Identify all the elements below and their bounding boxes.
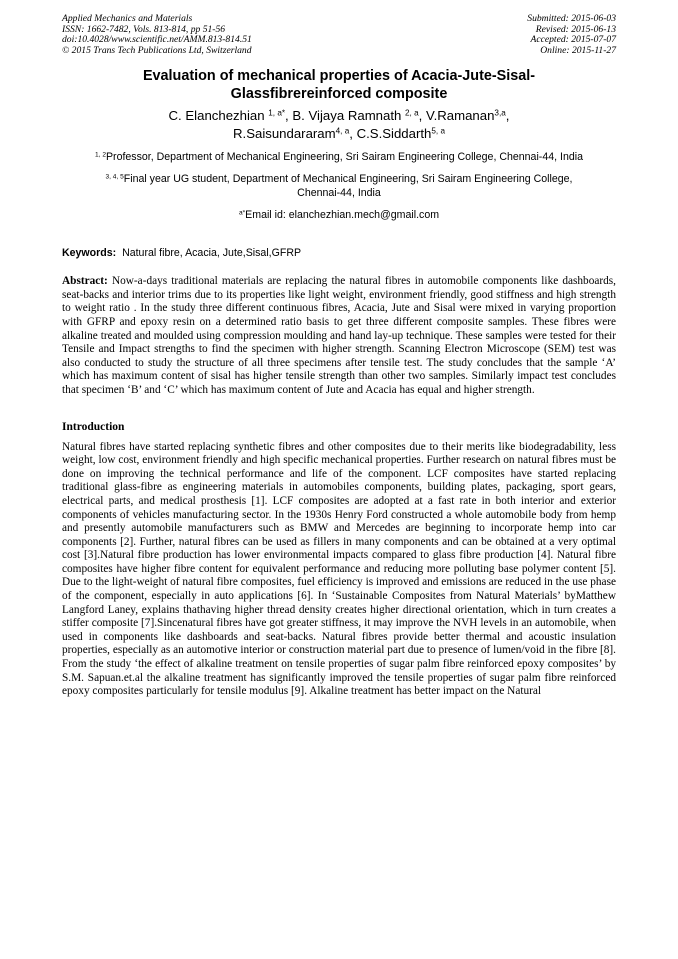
affiliation-1	[62, 150, 616, 164]
email-text[interactable]: Email id: elanchezhian.mech@gmail.com	[245, 208, 440, 221]
date-accepted: Accepted: 2015-07-07	[530, 34, 616, 46]
author-2-affiliation-mark: 2, a	[405, 108, 419, 118]
affiliation-1-text: Professor, Department of Mechanical Engineering, Sri Sairam Engineering College, Chennai-44, India	[105, 151, 583, 164]
author-line-2	[62, 125, 616, 143]
title-line-2: Glassfibrereinforced composite	[230, 86, 448, 103]
affiliation-1-mark: 1, 2	[95, 151, 106, 159]
publication-dates	[527, 14, 616, 56]
author-4: R.Saisundararam	[233, 125, 336, 141]
author-5-affiliation-mark: 5, a	[431, 126, 445, 136]
introduction-text: Natural fibres have started replacing synthetic fibres and other composites due to their merits like biodegradability, less weight, low cost, environment friendly and high specific mechanical properties. Further research on natural fibres must be done on improving the technical performance and life of the component. LCF composites have started replacing traditional glass-fibre as engineering materials in automobiles components, building plates, packaging, sport gears, electrical parts, and medical prosthesis [1]. LCF composites are adopted at a fast rate in both interior and exterior components of vehicles manufacturing sector. In the 1930s Henry Ford constructed a whole automobile body from hemp and presently automobile manufacturers such as BMW and Mercedes are beginning to incorporate hemp into car components [2]. Further, natural fibres can be used as fillers in many components and can be obtained at a very optimal cost [3].Natural fibre production has lower environmental impacts compared to glass fibre production [4]. Natural fibre composites have higher fibre content for equivalent performance and reducing more polluting base polymer content [5]. Due to the light-weight of natural fibre composites, fuel efficiency is improved and emissions are reduced in the use phase of the component, especially in auto applications [6]. In ‘Sustainable Composites from Natural Materials’ byMatthew Langford Laney, explains thathaving higher thread density creates higher directional orientation, which in turn creates a stiffer composite [7].Sincenatural fibres have got greater stiffness, it may improve the NVH levels in an automobile, when used in components like dashboards and seat-backs. Natural fibres provide better thermal and acoustic insulation properties, especially as an automotive interior or construction material part due to presence of lumen/void in the fibre [8]. From the study ‘the effect of alkaline treatment on tensile properties of sugar palm fibre reinforced epoxy composites’ by S.M. Sapuan.et.al the alkaline treatment has significantly improved the tensile properties of sugar palm fibre reinforced epoxy composites particularly for tensile modulus [9]. Alkaline treatment has better impact on the Natural	[62, 440, 616, 698]
email-mark: a*	[238, 209, 246, 217]
author-3: , V.Ramanan	[418, 108, 495, 124]
affiliation-2-mark: 3, 4, 5	[105, 172, 124, 180]
abstract-label: Abstract:	[62, 275, 108, 288]
journal-copyright: © 2015 Trans Tech Publications Ltd, Switzerland	[62, 44, 252, 56]
author-3-affiliation-mark: 3,a	[494, 108, 506, 118]
author-separator: ,	[505, 108, 510, 124]
corresponding-email	[62, 208, 616, 222]
date-revised: Revised: 2015-06-13	[535, 23, 616, 35]
author-4-affiliation-mark: 4, a	[335, 126, 350, 136]
abstract-text: Now-a-days traditional materials are replacing the natural fibres in automobile components like dashboards, seat-backs and interior trims due to its properties like light weight, environment friendly, good stiffness and high strength to weight ratio . In the study three different continuous fibres, Acacia, Jute and Sisal were mixed in varying proportion with GFRP and epoxy resin on a determined ratio basis to get three different composite samples. These fibres were alkaline treated and moulded using compression moulding and hand lay-up technique. These samples were tested for their Tensile and Impact strengths to find the specimen with higher strength. Scanning Electron Microscope (SEM) test was also conducted to study the structure of all three specimens after tensile test. The study concludes that the sample ‘A’ which has maximum content of sisal has higher tensile strength than other two samples. Similarly impact test concludes that specimen ‘B’ and ‘C’ which has maximum content of Jute and Acacia has equal and higher strength.	[62, 275, 617, 396]
journal-header	[62, 14, 616, 56]
affiliation-2-text: Final year UG student, Department of Mechanical Engineering, Sri Sairam Engineering College,	[123, 172, 573, 185]
keywords-text: Natural fibre, Acacia, Jute,Sisal,GFRP	[122, 247, 302, 260]
abstract	[62, 275, 616, 397]
date-submitted: Submitted: 2015-06-03	[527, 13, 616, 24]
affiliation-2-location: Chennai-44, India	[297, 186, 381, 199]
author-line-1	[62, 107, 616, 125]
author-1-affiliation-mark: 1, a*	[268, 108, 286, 118]
date-online: Online: 2015-11-27	[540, 44, 616, 56]
keywords	[62, 246, 616, 260]
introduction-heading: Introduction	[62, 420, 125, 433]
journal-info	[62, 14, 252, 56]
paper-title	[62, 67, 616, 103]
keywords-label: Keywords:	[62, 247, 117, 260]
journal-issn: ISSN: 1662-7482, Vols. 813-814, pp 51-56	[62, 23, 226, 35]
author-1: C. Elanchezhian	[168, 108, 269, 124]
author-list	[62, 107, 616, 142]
affiliation-2	[62, 172, 616, 200]
journal-name: Applied Mechanics and Materials	[62, 13, 193, 24]
author-5: , C.S.Siddarth	[349, 125, 432, 141]
author-2: , B. Vijaya Ramnath	[285, 108, 406, 124]
journal-doi[interactable]: doi:10.4028/www.scientific.net/AMM.813-814.51	[62, 34, 252, 46]
title-line-1: Evaluation of mechanical properties of Acacia-Jute-Sisal-	[142, 68, 536, 85]
